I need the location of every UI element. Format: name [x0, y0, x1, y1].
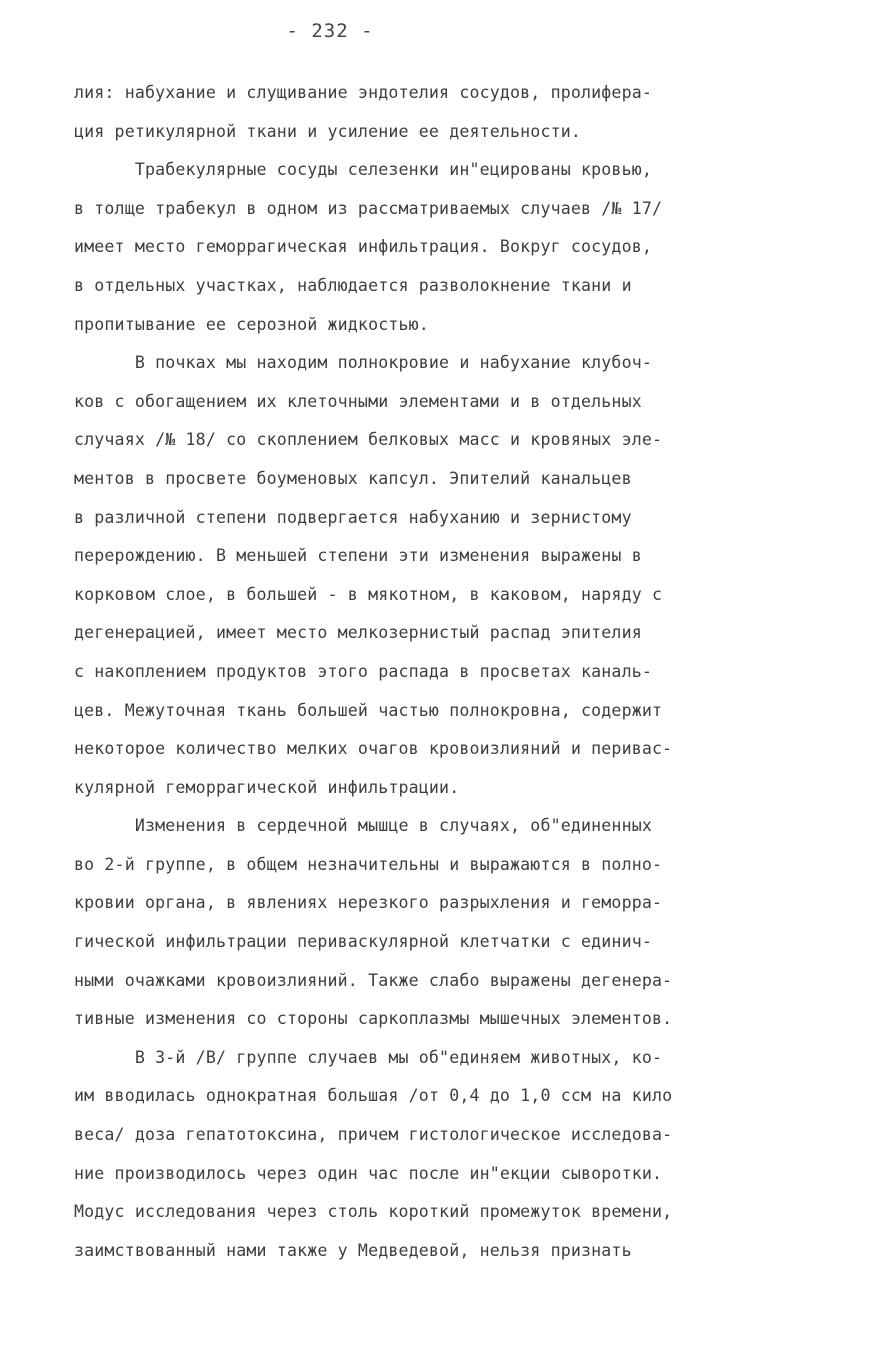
text-line: веса/ доза гепатотоксина, причем гистологическое исследова-: [74, 1125, 673, 1145]
text-line: Модус исследования через столь короткий промежуток времени,: [74, 1202, 673, 1222]
text-line: Трабекулярные сосуды селезенки ин"ецированы кровью,: [74, 160, 652, 180]
text-line: В почках мы находим полнокровие и набухание клубоч-: [74, 353, 652, 373]
text-line: корковом слое, в большей - в мякотном, в каковом, наряду с: [74, 584, 663, 604]
text-line: им вводилась однократная большая /от 0,4 до 1,0 ссм на кило: [74, 1086, 673, 1106]
body-text: [74, 74, 814, 1270]
text-line: некоторое количество мелких очагов кровоизлияний и перивас-: [74, 739, 673, 759]
text-line: в различной степени подвергается набуханию и зернистому: [74, 507, 632, 527]
text-line: ментов в просвете боуменовых капсул. Эпителий канальцев: [74, 468, 632, 488]
text-line: ция ретикулярной ткани и усиление ее деятельности.: [74, 121, 582, 141]
text-line: кровии органа, в явлениях нерезкого разрыхления и геморра-: [74, 893, 663, 913]
text-line: цев. Межуточная ткань большей частью полнокровна, содержит: [74, 700, 663, 720]
text-line: случаях /№ 18/ со скоплением белковых масс и кровяных эле-: [74, 430, 663, 450]
text-line: В 3-й /В/ группе случаев мы об"единяем животных, ко-: [74, 1047, 663, 1067]
text-line: тивные изменения со стороны саркоплазмы мышечных элементов.: [74, 1009, 673, 1029]
text-line: гической инфильтрации периваскулярной клетчатки с единич-: [74, 932, 652, 952]
text-line: ков с обогащением их клеточными элементами и в отдельных: [74, 391, 642, 411]
text-line: пропитывание ее серозной жидкостью.: [74, 314, 429, 334]
text-line: перерождению. В меньшей степени эти изменения выражены в: [74, 546, 642, 566]
page-number: - 232 -: [286, 20, 374, 42]
text-line: ными очажками кровоизлияний. Также слабо выражены дегенера-: [74, 970, 673, 990]
text-line: ние производилось через один час после ин"екции сыворотки.: [74, 1163, 663, 1183]
text-line: имеет место геморрагическая инфильтрация. Вокруг сосудов,: [74, 237, 652, 257]
text-line: Изменения в сердечной мышце в случаях, об"единенных: [74, 816, 652, 836]
text-line: с накоплением продуктов этого распада в просветах каналь-: [74, 661, 652, 681]
text-line: в толще трабекул в одном из рассматриваемых случаев /№ 17/: [74, 198, 663, 218]
text-line: во 2-й группе, в общем незначительны и выражаются в полно-: [74, 854, 663, 874]
text-line: кулярной геморрагической инфильтрации.: [74, 777, 460, 797]
text-line: в отдельных участках, наблюдается разволокнение ткани и: [74, 275, 632, 295]
text-line: дегенерацией, имеет место мелкозернистый распад эпителия: [74, 623, 642, 643]
text-line: заимствованный нами также у Медведевой, нельзя признать: [74, 1240, 632, 1260]
text-line: лия: набухание и слущивание эндотелия сосудов, пролифера-: [74, 83, 652, 102]
